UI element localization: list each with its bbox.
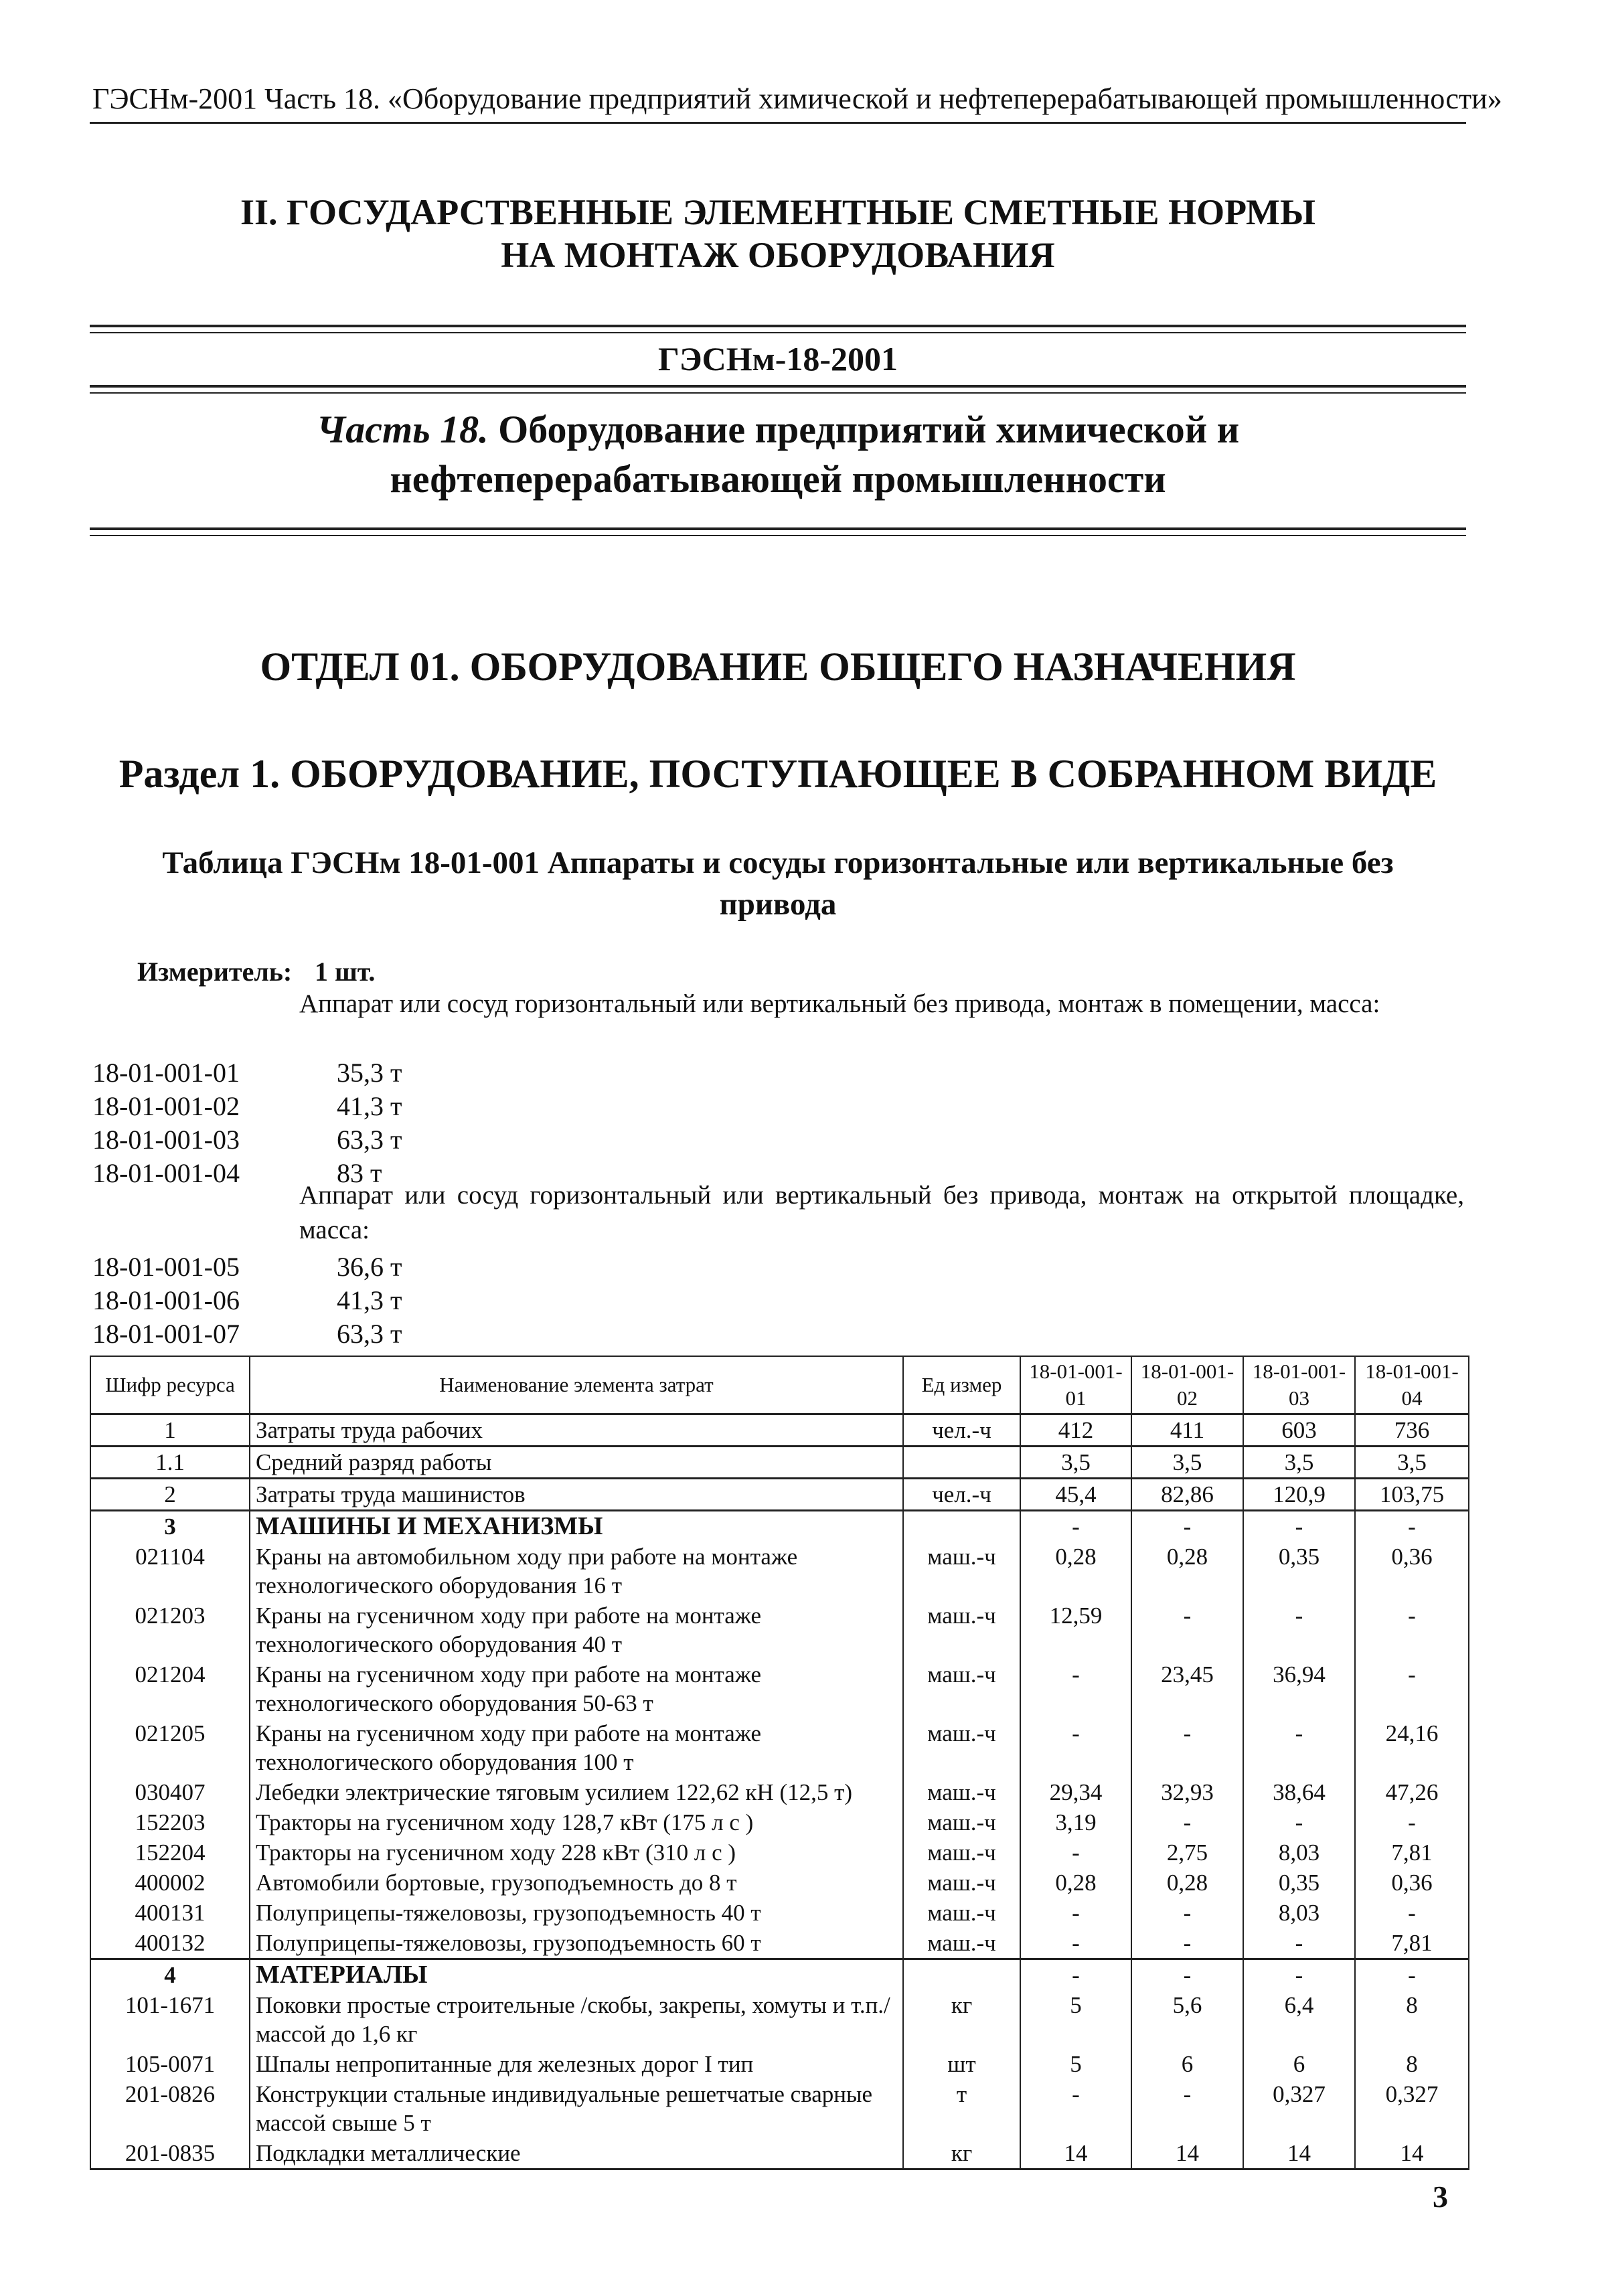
divider-bottom <box>90 527 1466 536</box>
cell-value-04: 47,26 <box>1355 1777 1469 1807</box>
cell-value-03: 603 <box>1243 1414 1355 1447</box>
cell-value-03: 8,03 <box>1243 1837 1355 1868</box>
cell-resource-code: 021104 <box>90 1542 250 1601</box>
variant-mass: 63,3 т <box>337 1319 402 1349</box>
cell-value-02: - <box>1131 1807 1243 1837</box>
cell-value-02: 14 <box>1131 2138 1243 2169</box>
cell-value-01: 412 <box>1020 1414 1131 1447</box>
table-row <box>90 1928 1469 1959</box>
cell-value-03: 0,35 <box>1243 1542 1355 1601</box>
table-row <box>90 2049 1469 2079</box>
table-row <box>90 1777 1469 1807</box>
meter-label: Измеритель: <box>137 957 293 987</box>
resource-table <box>90 1356 1469 2170</box>
cell-value-01: - <box>1020 1718 1131 1777</box>
cell-resource-code: 400002 <box>90 1868 250 1898</box>
cell-value-02: 23,45 <box>1131 1659 1243 1718</box>
variant-code: 18-01-001-07 <box>92 1319 240 1349</box>
cell-unit: кг <box>903 1990 1020 2049</box>
cell-cost-element: Краны на гусеничном ходу при работе на монтаже технологического оборудования 40 т <box>250 1601 903 1659</box>
cell-value-02: - <box>1131 1898 1243 1928</box>
cell-value-02: 32,93 <box>1131 1777 1243 1807</box>
department-title: ОТДЕЛ 01. ОБОРУДОВАНИЕ ОБЩЕГО НАЗНАЧЕНИЯ <box>260 645 1296 689</box>
cell-value-02: 6 <box>1131 2049 1243 2079</box>
description-indoor: Аппарат или сосуд горизонтальный или вертикальный без привода, монтаж в помещении, масса: <box>299 989 1380 1018</box>
cell-unit: маш.-ч <box>903 1777 1020 1807</box>
cell-value-01: - <box>1020 1659 1131 1718</box>
table-row <box>90 1807 1469 1837</box>
cell-resource-code: 105-0071 <box>90 2049 250 2079</box>
cell-value-04: 103,75 <box>1355 1479 1469 1511</box>
section-title <box>90 191 1466 276</box>
cell-cost-element: Тракторы на гусеничном ходу 128,7 кВт (175 л с ) <box>250 1807 903 1837</box>
cell-value-03: - <box>1243 1959 1355 1991</box>
cell-value-02: - <box>1131 2079 1243 2138</box>
cell-value-03: - <box>1243 1718 1355 1777</box>
code-title: ГЭСНм-18-2001 <box>657 340 898 378</box>
cell-resource-code: 201-0826 <box>90 2079 250 2138</box>
cell-value-03: 36,94 <box>1243 1659 1355 1718</box>
cell-cost-element: Поковки простые строительные /скобы, закрепы, хомуты и т.п./ массой до 1,6 кг <box>250 1990 903 2049</box>
variant-code: 18-01-001-04 <box>92 1158 240 1188</box>
cell-unit <box>903 1511 1020 1542</box>
cell-unit: маш.-ч <box>903 1601 1020 1659</box>
table-row <box>90 1990 1469 2049</box>
table-row <box>90 1447 1469 1479</box>
running-header: ГЭСНм-2001 Часть 18. «Оборудование предприятий химической и нефтеперерабатывающей промышленности» <box>92 82 1502 115</box>
cell-value-04: 24,16 <box>1355 1718 1469 1777</box>
header-variant-01: 18-01-001-01 <box>1020 1356 1131 1414</box>
variant-code: 18-01-001-05 <box>92 1252 240 1282</box>
cell-cost-element: Шпалы непропитанные для железных дорог I тип <box>250 2049 903 2079</box>
cell-resource-code: 3 <box>90 1511 250 1542</box>
cell-value-03: 38,64 <box>1243 1777 1355 1807</box>
cell-value-03: - <box>1243 1928 1355 1959</box>
cell-value-04: - <box>1355 1807 1469 1837</box>
table-row <box>90 1601 1469 1659</box>
cell-resource-code: 152204 <box>90 1837 250 1868</box>
table-row <box>90 1898 1469 1928</box>
cell-value-03: - <box>1243 1601 1355 1659</box>
cell-unit <box>903 1447 1020 1479</box>
cell-value-04: - <box>1355 1659 1469 1718</box>
cell-value-04: 8 <box>1355 2049 1469 2079</box>
header-variant-04: 18-01-001-04 <box>1355 1356 1469 1414</box>
cell-value-01: 0,28 <box>1020 1868 1131 1898</box>
cell-value-01: 5 <box>1020 1990 1131 2049</box>
cell-unit: маш.-ч <box>903 1718 1020 1777</box>
cell-value-02: 3,5 <box>1131 1447 1243 1479</box>
table-header <box>90 1356 1469 1414</box>
cell-value-03: 6 <box>1243 2049 1355 2079</box>
cell-value-02: - <box>1131 1959 1243 1991</box>
cell-value-02: - <box>1131 1718 1243 1777</box>
cell-unit <box>903 1959 1020 1991</box>
part-title <box>90 405 1466 504</box>
cell-unit: маш.-ч <box>903 1807 1020 1837</box>
header-unit: Ед измер <box>903 1356 1020 1414</box>
cell-unit: маш.-ч <box>903 1659 1020 1718</box>
cell-value-04: - <box>1355 1898 1469 1928</box>
cell-value-02: - <box>1131 1511 1243 1542</box>
cell-value-02: 5,6 <box>1131 1990 1243 2049</box>
cell-unit: т <box>903 2079 1020 2138</box>
cell-cost-element: Краны на автомобильном ходу при работе на монтаже технологического оборудования 16 т <box>250 1542 903 1601</box>
cell-value-04: 0,36 <box>1355 1868 1469 1898</box>
cell-resource-code: 030407 <box>90 1777 250 1807</box>
cell-value-02: 0,28 <box>1131 1868 1243 1898</box>
cell-value-02: 411 <box>1131 1414 1243 1447</box>
cell-cost-element: Полуприцепы-тяжеловозы, грузоподъемность 60 т <box>250 1928 903 1959</box>
header-variant-02: 18-01-001-02 <box>1131 1356 1243 1414</box>
meter-value: 1 шт. <box>315 957 376 987</box>
table-row <box>90 2138 1469 2169</box>
cell-cost-element: Автомобили бортовые, грузоподъемность до 8 т <box>250 1868 903 1898</box>
cell-value-03: 0,327 <box>1243 2079 1355 2138</box>
cell-value-02: - <box>1131 1601 1243 1659</box>
cell-value-03: 8,03 <box>1243 1898 1355 1928</box>
cell-cost-element: МАШИНЫ И МЕХАНИЗМЫ <box>250 1511 903 1542</box>
table-row <box>90 1718 1469 1777</box>
cell-value-04: 736 <box>1355 1414 1469 1447</box>
cell-value-02: - <box>1131 1928 1243 1959</box>
cell-value-01: - <box>1020 1959 1131 1991</box>
cell-value-04: - <box>1355 1511 1469 1542</box>
cell-value-01: 0,28 <box>1020 1542 1131 1601</box>
divider-top <box>90 325 1466 333</box>
cell-cost-element: Полуприцепы-тяжеловозы, грузоподъемность 40 т <box>250 1898 903 1928</box>
cell-resource-code: 101-1671 <box>90 1990 250 2049</box>
part-title-line-2: нефтеперерабатывающей промышленности <box>390 457 1166 501</box>
cell-cost-element: Тракторы на гусеничном ходу 228 кВт (310 л с ) <box>250 1837 903 1868</box>
cell-cost-element: МАТЕРИАЛЫ <box>250 1959 903 1991</box>
table-row <box>90 1479 1469 1511</box>
variant-code: 18-01-001-06 <box>92 1285 240 1315</box>
variant-code: 18-01-001-02 <box>92 1091 240 1121</box>
cell-value-04: 0,327 <box>1355 2079 1469 2138</box>
cell-value-02: 2,75 <box>1131 1837 1243 1868</box>
variant-mass: 41,3 т <box>337 1091 402 1121</box>
cell-value-01: - <box>1020 1928 1131 1959</box>
header-variant-03: 18-01-001-03 <box>1243 1356 1355 1414</box>
cell-unit: шт <box>903 2049 1020 2079</box>
variant-mass: 35,3 т <box>337 1058 402 1088</box>
variant-code: 18-01-001-03 <box>92 1125 240 1155</box>
cell-value-01: - <box>1020 1511 1131 1542</box>
table-title-line-2: привода <box>719 887 837 922</box>
cell-value-02: 0,28 <box>1131 1542 1243 1601</box>
cell-value-04: - <box>1355 1601 1469 1659</box>
table-title-line-1: Таблица ГЭСНм 18-01-001 Аппараты и сосуды горизонтальные или вертикальные без <box>162 845 1394 880</box>
cell-cost-element: Краны на гусеничном ходу при работе на монтаже технологического оборудования 100 т <box>250 1718 903 1777</box>
table-row <box>90 1659 1469 1718</box>
table-body <box>90 1414 1469 2169</box>
table-title <box>90 842 1466 925</box>
cell-cost-element: Затраты труда рабочих <box>250 1414 903 1447</box>
cell-value-01: 45,4 <box>1020 1479 1131 1511</box>
header-name: Наименование элемента затрат <box>250 1356 903 1414</box>
cell-value-01: - <box>1020 1898 1131 1928</box>
cell-cost-element: Подкладки металлические <box>250 2138 903 2169</box>
cell-resource-code: 1.1 <box>90 1447 250 1479</box>
cell-unit: чел.-ч <box>903 1479 1020 1511</box>
cell-unit: маш.-ч <box>903 1868 1020 1898</box>
cell-resource-code: 2 <box>90 1479 250 1511</box>
cell-unit: маш.-ч <box>903 1542 1020 1601</box>
variant-mass: 63,3 т <box>337 1125 402 1155</box>
cell-value-04: 14 <box>1355 2138 1469 2169</box>
cell-value-01: 29,34 <box>1020 1777 1131 1807</box>
cell-value-01: - <box>1020 1837 1131 1868</box>
cell-unit: маш.-ч <box>903 1928 1020 1959</box>
cell-value-01: 3,19 <box>1020 1807 1131 1837</box>
table-row <box>90 1414 1469 1447</box>
cell-value-04: 0,36 <box>1355 1542 1469 1601</box>
table-row <box>90 1837 1469 1868</box>
divider-middle <box>90 385 1466 394</box>
cell-value-01: 5 <box>1020 2049 1131 2079</box>
cell-value-03: 14 <box>1243 2138 1355 2169</box>
cell-cost-element: Затраты труда машинистов <box>250 1479 903 1511</box>
section-title-line-2: НА МОНТАЖ ОБОРУДОВАНИЯ <box>501 235 1055 275</box>
description-outdoor: Аппарат или сосуд горизонтальный или вертикальный без привода, монтаж на открытой площадке, масса: <box>299 1181 1464 1244</box>
cell-value-03: - <box>1243 1511 1355 1542</box>
cell-resource-code: 152203 <box>90 1807 250 1837</box>
cell-value-01: - <box>1020 2079 1131 2138</box>
cell-cost-element: Конструкции стальные индивидуальные решетчатые сварные массой свыше 5 т <box>250 2079 903 2138</box>
variant-mass: 41,3 т <box>337 1285 402 1315</box>
cell-value-01: 3,5 <box>1020 1447 1131 1479</box>
table-row <box>90 1511 1469 1542</box>
cell-unit: кг <box>903 2138 1020 2169</box>
cell-resource-code: 400132 <box>90 1928 250 1959</box>
cell-resource-code: 201-0835 <box>90 2138 250 2169</box>
cell-value-04: - <box>1355 1959 1469 1991</box>
cell-value-03: 0,35 <box>1243 1868 1355 1898</box>
cell-cost-element: Краны на гусеничном ходу при работе на монтаже технологического оборудования 50-63 т <box>250 1659 903 1718</box>
cell-resource-code: 021205 <box>90 1718 250 1777</box>
table-row <box>90 2079 1469 2138</box>
page-number: 3 <box>1433 2180 1448 2214</box>
cell-value-04: 7,81 <box>1355 1928 1469 1959</box>
cell-resource-code: 4 <box>90 1959 250 1991</box>
cell-cost-element: Лебедки электрические тяговым усилием 122,62 кН (12,5 т) <box>250 1777 903 1807</box>
variant-code: 18-01-001-01 <box>92 1058 240 1088</box>
cell-resource-code: 1 <box>90 1414 250 1447</box>
part-title-number: Часть 18. <box>316 408 489 451</box>
cell-value-04: 7,81 <box>1355 1837 1469 1868</box>
cell-value-04: 3,5 <box>1355 1447 1469 1479</box>
cell-unit: маш.-ч <box>903 1898 1020 1928</box>
cell-value-01: 14 <box>1020 2138 1131 2169</box>
cell-value-02: 82,86 <box>1131 1479 1243 1511</box>
variant-mass: 83 т <box>337 1158 382 1188</box>
header-code: Шифр ресурса <box>90 1356 250 1414</box>
cell-resource-code: 400131 <box>90 1898 250 1928</box>
variant-mass: 36,6 т <box>337 1252 402 1282</box>
cell-unit: маш.-ч <box>903 1837 1020 1868</box>
cell-value-03: 120,9 <box>1243 1479 1355 1511</box>
cell-cost-element: Средний разряд работы <box>250 1447 903 1479</box>
section-1-title: Раздел 1. ОБОРУДОВАНИЕ, ПОСТУПАЮЩЕЕ В СОБРАННОМ ВИДЕ <box>118 752 1437 796</box>
cell-unit: чел.-ч <box>903 1414 1020 1447</box>
cell-resource-code: 021203 <box>90 1601 250 1659</box>
table-row <box>90 1959 1469 1991</box>
header-rule <box>90 122 1466 124</box>
table-row <box>90 1542 1469 1601</box>
table-row <box>90 1868 1469 1898</box>
cell-value-03: 6,4 <box>1243 1990 1355 2049</box>
cell-value-04: 8 <box>1355 1990 1469 2049</box>
part-title-line-1: Оборудование предприятий химической и <box>488 408 1240 451</box>
section-title-line-1: II. ГОСУДАРСТВЕННЫЕ ЭЛЕМЕНТНЫЕ СМЕТНЫЕ НОРМЫ <box>240 192 1316 232</box>
cell-value-03: 3,5 <box>1243 1447 1355 1479</box>
cell-value-03: - <box>1243 1807 1355 1837</box>
cell-value-01: 12,59 <box>1020 1601 1131 1659</box>
cell-resource-code: 021204 <box>90 1659 250 1718</box>
